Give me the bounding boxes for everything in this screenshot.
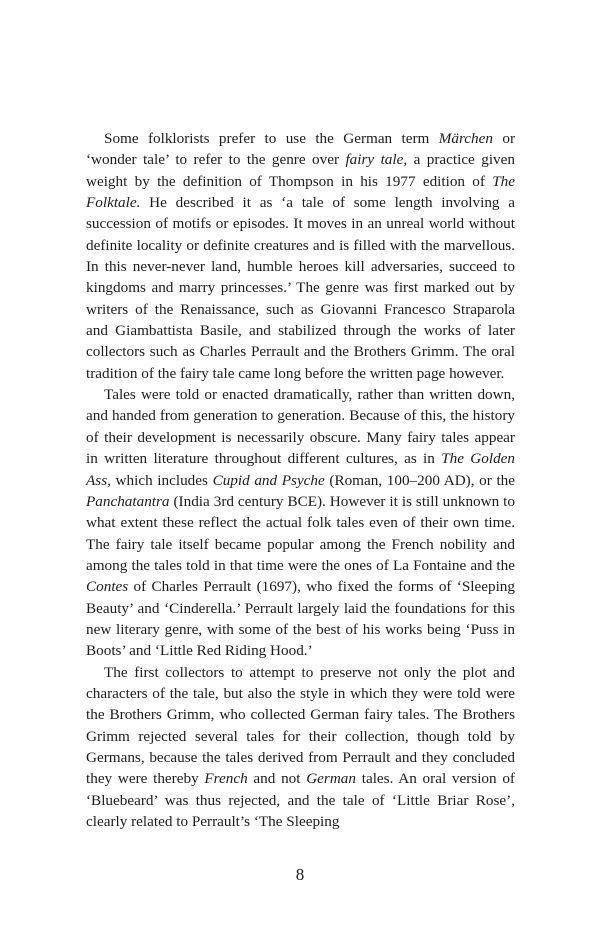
text-run: (Roman, 100–200 AD), or the: [324, 471, 516, 489]
text-run: Some folklorists prefer to use the German term: [104, 130, 439, 147]
text-run: or ‘wonder tale’ to refer to the genre over: [86, 130, 516, 169]
book-page-body: [86, 128, 515, 832]
paragraph-collectors: [86, 662, 515, 833]
italic-text-run: Panchatantra: [86, 492, 170, 510]
text-run: a practice given weight by the definition of Thompson in his 1977 edition of: [86, 151, 515, 190]
text-run: which includes: [110, 471, 213, 489]
italic-text-run: French: [204, 770, 248, 788]
paragraph-marchen: [86, 128, 515, 384]
italic-text-run: fairy tale,: [345, 151, 408, 169]
text-run: Tales were told or enacted dramatically, rather than written down, and handed from generation to generation. Because of this, the history of their development is necessarily obscure. Many fairy tales appear in written literature throughout different cultures, as in: [86, 386, 515, 468]
text-run: The first collectors to attempt to preserve not only the plot and characters of the tale, but also the style in which they were told were the Brothers Grimm, who collected German fairy tales. The Brothers Grimm rejected several tales for their collection, though told by Germans, because the tales derived from Perrault and they concluded they were thereby: [86, 663, 515, 788]
text-run: and not: [247, 770, 307, 788]
italic-text-run: Cupid and Psyche: [212, 471, 325, 489]
text-run: tales. An oral version of ‘Bluebeard’ was thus rejected, and the tale of ‘Little Briar Rose’, clearly related to Perrault’s ‘The Sleeping: [86, 770, 515, 830]
italic-text-run: The Golden Ass,: [86, 450, 515, 489]
italic-text-run: German: [306, 770, 356, 788]
italic-text-run: Contes: [86, 578, 129, 596]
page-number: 8: [295, 865, 305, 884]
text-run: of Charles Perrault (1697), who fixed the forms of ‘Sleeping Beauty’ and ‘Cinderella.’ Perrault largely laid the foundations for this new literary genre, with some of the best of his works being ‘Puss in Boots’ and ‘Little Red Riding Hood.’: [86, 578, 515, 660]
italic-text-run: The Folktale.: [86, 172, 515, 212]
italic-text-run: Märchen: [438, 130, 493, 147]
text-run: (India 3rd century BCE). However it is still unknown to what extent these reflect the actual folk tales even of their own time. The fairy tale itself became popular among the French nobility and among the tales told in that time were the ones of La Fontaine and the: [86, 492, 515, 574]
text-run: He described it as ‘a tale of some length involving a succession of motifs or episodes. It moves in an unreal world without definite locality or definite creatures and is filled with the marvellous. In this never-never land, humble heroes kill adversaries, succeed to kingdoms and marry princesses.’ The genre was first marked out by writers of the Renaissance, such as Giovanni Francesco Straparola and Giambattista Basile, and stabilized through the works of later collectors such as Charles Perrault and the Brothers Grimm. The oral tradition of the fairy tale came long before the written page however.: [86, 194, 515, 382]
paragraph-tales-told: [86, 384, 515, 661]
